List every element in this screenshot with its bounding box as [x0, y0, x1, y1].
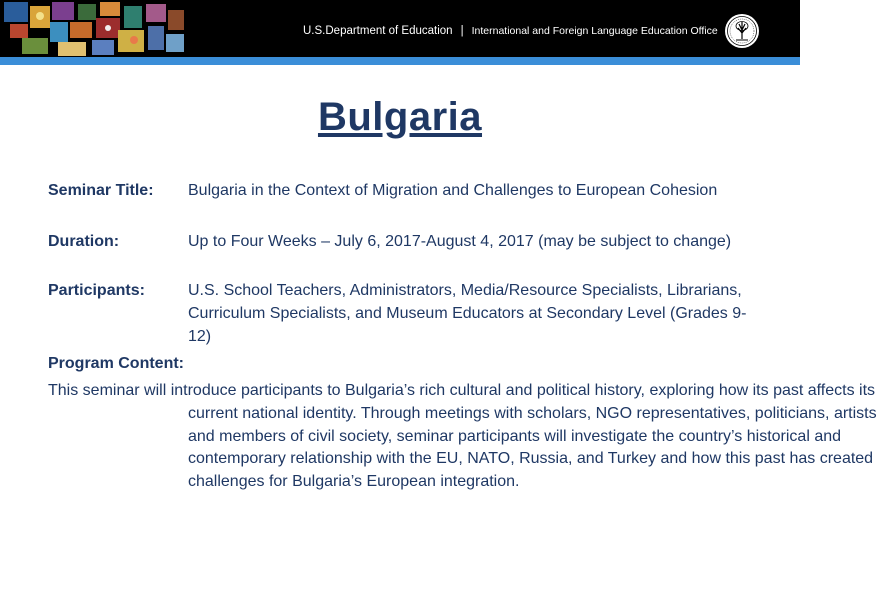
program-content-heading: Program Content: [48, 355, 184, 372]
participants-label: Participants: [48, 282, 145, 299]
agency-separator: | [460, 25, 464, 37]
office-name: International and Foreign Language Education Office [471, 25, 718, 37]
duration-value: Up to Four Weeks – July 6, 2017-August 4, 2017 (may be subject to change) [188, 233, 732, 250]
duration-label: Duration: [48, 233, 120, 250]
page-title: Bulgaria [317, 95, 483, 139]
photo-collage-image [0, 0, 190, 57]
department-seal-icon [724, 13, 760, 49]
detail-row-duration [48, 230, 758, 253]
detail-row-seminar-title [48, 179, 758, 202]
seminar-title-label: Seminar Title: [48, 182, 154, 199]
program-content-body: This seminar will introduce participants to Bulgaria’s rich cultural and political history, exploring how its past affects its current national identity. Through meetings with scholars, NGO representatives, politicians, artists and members of civil society, seminar participants will investigate the country’s historical and contemporary relationship with the EU, NATO, Russia, and Turkey and how this past has created challenges for Bulgaria’s European integration. [48, 382, 877, 491]
seminar-title-value: Bulgaria in the Context of Migration and Challenges to European Cohesion [188, 182, 718, 199]
participants-value: U.S. School Teachers, Administrators, Media/Resource Specialists, Librarians, Curriculum Specialists, and Museum Educators at Secondary Level (Grades 9-12) [188, 282, 747, 345]
detail-row-participants [48, 279, 758, 348]
agency-name: U.S.Department of Education [303, 25, 453, 37]
header-accent-stripe [0, 57, 800, 65]
header-bar [0, 0, 800, 57]
photo-collage-banner [0, 0, 190, 57]
agency-line [303, 25, 718, 37]
